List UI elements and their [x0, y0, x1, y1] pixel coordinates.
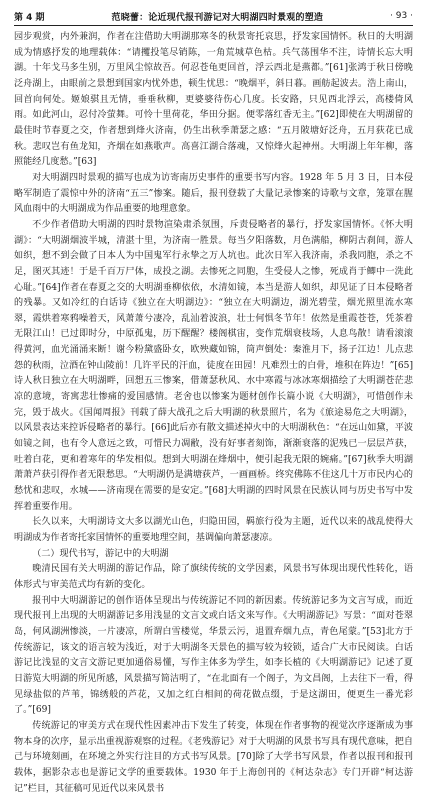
paragraph: 不少作者借助大明湖的四时景物渲染肃杀氛围，斥责侵略者的暴行，抒发家国情怀。《怀大明湖》：“大明湖烟波半城，清湛十里，为济南一胜景。每当夕阳落数，月色满船，柳阴古刹间，游人如织，想不到会做了日本人为中国鬼军行永挚之万人坑也。此次日军入我济南，杀我同胞，杀之不足，图灭其迹！于是千百万尸体，成投之湖。去惨死之同胞，生受侵人之惨，死成肖于鲫中一洗此心耻。”[64]作者在春夏之交的大明湖垂柳依依，水清如镜，本当是游人如织，却见证了日本侵略者的残暴。又如冷红的白话诗《独立在大明湖边》：“独立在大明湖边，湖光碧莹，烟光照里流水寒翠，霞烘着寒鸦噪着天，风萧萧兮凄冷，乱汕着波浪，壮士何惧冬节年！依然是重霞苍苍，凭茶着无限江山！已过即时分，中原孤鬼，历下醒醒？楼阁棋宙，变作荒烟衰枝场，人息鸟散！请看滚滚得黄河，血光涌涌来断！谢今粉黛盛卧女，欧殃藏如锦，筒声倒处：秦淮月下，扬子江边！儿点悲怨的秋雨，泣酒在钟山陵前！几许平民的汗血，徒度在田园！凡难烈士的白骨，堆积在阵边！”[65]诗人秋日独立在大明湖畔，回想五三惨案，借萧瑟秋风、水中寒霞与冰冰寒烟描绘了大明湖苍茫悲凉的意境，寄寓悲壮惨痛的爱国感情。老舍也以惨案为题材创作长篇小说《大明湖》，可惜创作未完，毁于战火。《国闻周报》刊载了薛大战孔之后大明湖的秋景照片，名为《旅途易危之大明湖》，以风景表达来控诉侵略者的暴行。[66]此后亦有散文描述掉火中的大明湖秋色：“在远山如黛，平波如镜之间，也有令人意远之致，可惜民力凋敝，没有好事者刻饰，渐渐衰落的泥残已一层层芦获，吐着白花，更和着寒年的华发相似。想到大明湖在烽烟中，便引起我无限的婉痛。”[67]秋季大明湖萧萧芦获引得作者无限愁思。“大明湖仍是满塘荻芦，一画画桥。终究佛陈不住这几十万市民内心的愁忧和悲叹，水城——济南现在需要的是安定。”[68]大明湖的四时风景在民族认同与历史书写中发挥着重要作用。 [14, 219, 413, 512]
paragraph: 长久以来，大明湖诗文大多以湖光山色，归隐田园，羁旅行役为主题，近代以来的战乱使得大明湖成为作者寄托家国情怀的重要地理空间，基调偏向萧瑟凄凉。 [14, 517, 413, 543]
paragraph: 传统游记的审美方式在现代性因素冲击下发生了转变，体现在作者事物的视觉次序逐渐成为事物本身的次序，显示出重视游观察的过程。《老残游记》对于大明湖的风景书写具有现代意味，把自己与环境刻画，在环境之外实行注目的方式书写风景。[70]除了大学书写风景，作者以报刊和报刊载体，据影杂志也是游记文学的重要载体。1930 年于上海创刊的《柯达杂志》专门开辟“柯达游记”栏目，其征稿可见近代以来风景书 [14, 720, 413, 794]
article-body [14, 30, 413, 794]
header-rule [14, 25, 413, 26]
paragraph: 报刊中大明湖游记的创作语体呈现出与传统游记不同的新因素。传统游记多为文言写成，而近现代报刊上出现的大明湖游记多用浅显的文言文或白话文来写作。《大明湖游记》写景：“面对苍翠岛，何风湖洲惨淡，一片凄凉，所谓白雪楼觉，华景云污，退置弃烟九点，青色尾蒙。”[53]北方于传统游记，该文的语言较为浅近，对于大明湖冬天景色的描写较为较锁，适合广大市民阅读。白话游记比浅显的文言文游记更加通俗易懂，写作主体多为学生，如李长植的《大明湖游记》记述了夏日游览大明湖的所见所感，风景描写简洁明了，“在北面有一个阁子，为文昌阁，上去往下一看，得见绿盐似的芦苇，锦绣般的芦花，又加之红白相间的荷花做点缀，于是这湖田，便更生一番光彩了。”[69] [14, 595, 413, 716]
page-header [14, 8, 413, 24]
paragraph: 对大明湖四时景观的描写也成为访寄南历史事件的重要书写内容。1928 年 5 月 3 日，日本侵略军制造了震惊中外的济南“五三”惨案。随后，报刊登载了大量记录惨案的诗歌与文章，笼罩在腥风血雨中的大明湖成为作品重要的地理意象。 [14, 172, 413, 215]
issue-label: 第 4 期 [14, 12, 45, 23]
paragraph: 园步观赏，内外兼润，作者在注借助大明湖那寒冬的秋景寄托哀思，抒发家国情怀。秋日的大明湖成为情感抒发的地理载体：“请攫投笔尽销陈，一角荒城草色枯。兵气荡围华不注，诗情长忘大明湖。十年戈马多生别，万里风尘惊故吾。何忍苍龟更回首，浮云西北是燕都。”[61]张鸿于秋日傍晚泛舟湖上，由眼前之景想到国家内忧外患，顿生忧思：“晚烟平，斜日暮。画舫起波去。浩上南山，回首向何处。姬娘骐且无情，垂垂秋柳，更婆婆待伤心几度。长安路，只见西北浮云，高楼倚风雨。如此河山，忍付冷萤舞。可怜十里荷花，华田分据。便零落红香无主。”[62]即使在大明湖留的最佳时节春夏之交，作者想到烽火济南，仍生出秋季萧瑟之感：“五月陂塘好泛舟，五月荻花已成秋。悲叹岂有鱼龙知，齐烟在如燕歌声。高喜江湖合落魂，又惊烽火起神州。大明湖上年年柳，落照能经几度愁。”[63] [14, 32, 413, 168]
paragraph: 晚清民国有关大明湖的游记作品，除了旗续传统的文学因素，风景书写体现出现代性转化，语体形式与审美范式均有新的变化。 [14, 564, 413, 590]
running-title: 范晓蕾：论近现代报刊游记对大明湖四时景观的塑造 [111, 12, 324, 23]
section-heading: （二）现代书写，游记中的大明湖 [32, 548, 169, 559]
page-number: · 93 · [390, 11, 413, 21]
